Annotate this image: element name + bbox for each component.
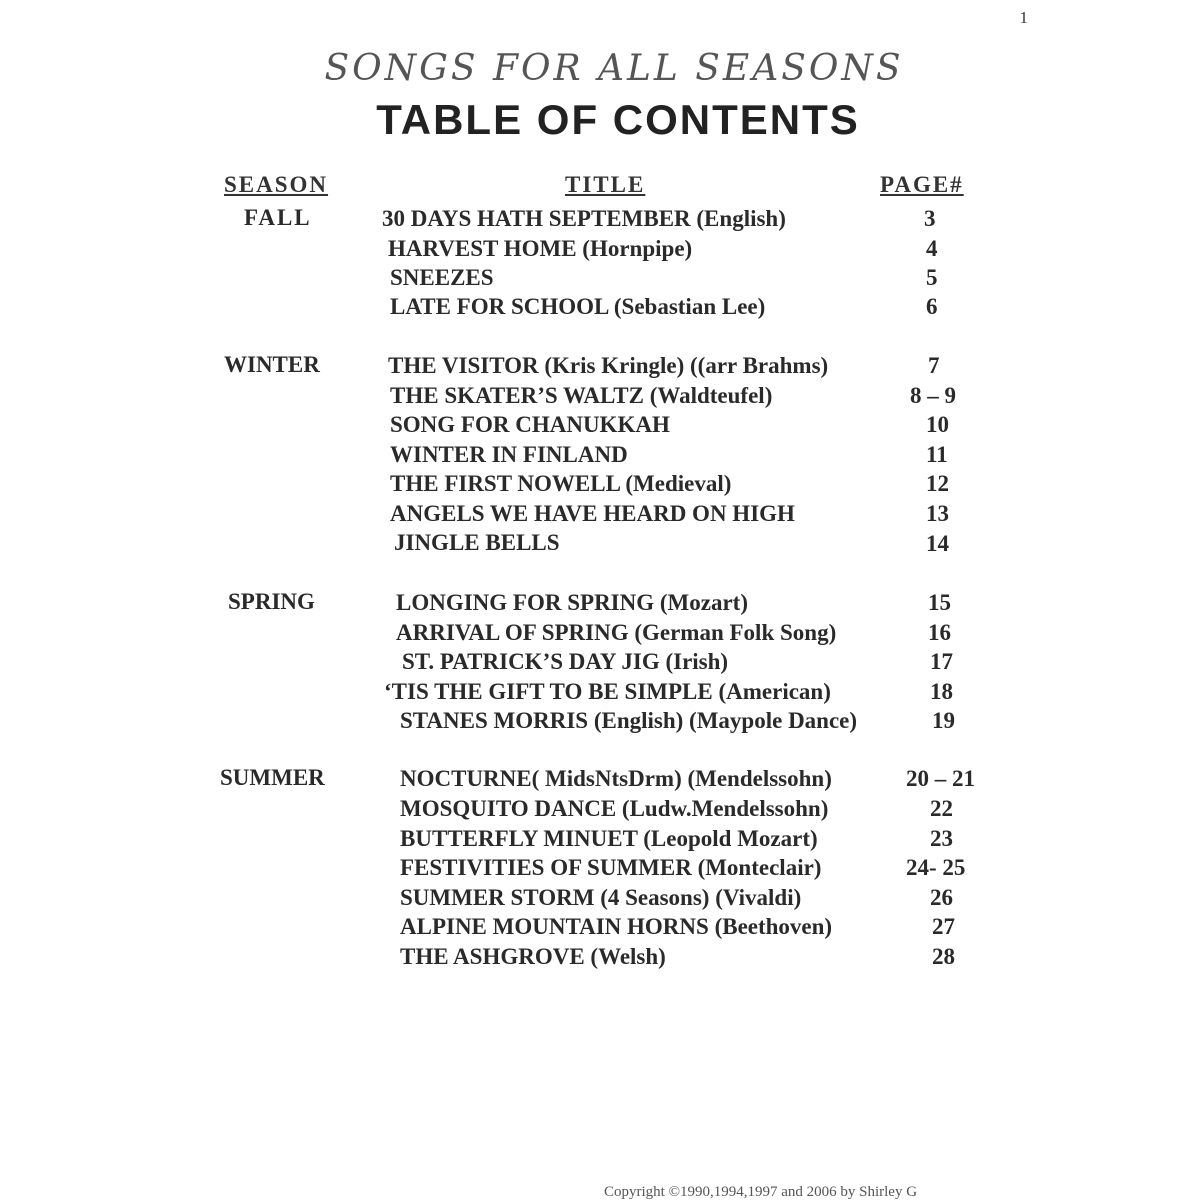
toc-entry-title: SONG FOR CHANUKKAH	[390, 412, 670, 437]
toc-entry-title: 30 DAYS HATH SEPTEMBER (English)	[382, 206, 786, 231]
page-column-header: PAGE#	[880, 172, 964, 197]
toc-entry-page: 12	[926, 471, 949, 496]
toc-entry-title: STANES MORRIS (English) (Maypole Dance)	[400, 708, 858, 733]
toc-entry-page: 4	[926, 236, 938, 261]
toc-entry-title: FESTIVITIES OF SUMMER (Monteclair)	[400, 855, 822, 880]
toc-entry-page: 23	[930, 826, 953, 851]
toc-entry-title: ARRIVAL OF SPRING (German Folk Song)	[396, 620, 837, 645]
toc-entry-page: 26	[930, 885, 953, 910]
toc-entry-title: SNEEZES	[390, 265, 494, 290]
copyright-notice: Copyright ©1990,1994,1997 and 2006 by Shirley G	[604, 1184, 918, 1200]
toc-entry-title: THE ASHGROVE (Welsh)	[400, 944, 666, 969]
toc-entry-page: 18	[930, 679, 953, 704]
season-label-spring: SPRING	[228, 589, 315, 614]
toc-entry-page: 8 – 9	[910, 383, 956, 408]
season-label-winter: WINTER	[224, 352, 320, 377]
toc-entry-page: 6	[926, 294, 938, 319]
toc-entry-page: 16	[928, 620, 951, 645]
toc-entry-page: 5	[926, 265, 938, 290]
toc-entry-page: 20 – 21	[906, 766, 975, 791]
page-number: 1	[1019, 8, 1028, 27]
toc-entry-page: 14	[926, 531, 949, 556]
toc-entry-title: HARVEST HOME (Hornpipe)	[388, 236, 693, 261]
toc-entry-page: 24- 25	[906, 855, 966, 880]
toc-entry-title: ALPINE MOUNTAIN HORNS (Beethoven)	[400, 914, 833, 939]
toc-entry-title: WINTER IN FINLAND	[390, 442, 628, 467]
season-column-header: SEASON	[224, 172, 329, 197]
toc-entry-page: 10	[926, 412, 949, 437]
toc-entry-title: SUMMER STORM (4 Seasons) (Vivaldi)	[400, 885, 802, 910]
toc-entry-title: BUTTERFLY MINUET (Leopold Mozart)	[400, 826, 818, 851]
toc-entry-title: LATE FOR SCHOOL (Sebastian Lee)	[390, 294, 766, 319]
season-label-summer: SUMMER	[220, 765, 325, 790]
toc-entry-title: MOSQUITO DANCE (Ludw.Mendelssohn)	[400, 796, 829, 821]
book-title: SONGS FOR ALL SEASONS	[324, 48, 904, 89]
toc-entry-page: 27	[932, 914, 955, 939]
toc-entry-title: ANGELS WE HAVE HEARD ON HIGH	[390, 501, 795, 526]
toc-entry-title: THE FIRST NOWELL (Medieval)	[390, 471, 732, 496]
toc-entry-title: THE VISITOR (Kris Kringle) ((arr Brahms)	[388, 353, 829, 378]
toc-entry-page: 22	[930, 796, 953, 821]
toc-entry-page: 13	[926, 501, 949, 526]
toc-entry-title: ‘TIS THE GIFT TO BE SIMPLE (American)	[384, 679, 831, 704]
toc-entry-title: THE SKATER’S WALTZ (Waldteufel)	[390, 383, 773, 408]
toc-entry-page: 28	[932, 944, 955, 969]
toc-entry-page: 17	[930, 649, 953, 674]
season-label-fall: FALL	[244, 205, 312, 230]
toc-entry-title: ST. PATRICK’S DAY JIG (Irish)	[402, 649, 729, 674]
toc-entry-page: 11	[926, 442, 948, 467]
toc-heading: TABLE OF CONTENTS	[376, 96, 860, 143]
title-column-header: TITLE	[565, 172, 646, 197]
toc-entry-title: JINGLE BELLS	[394, 530, 560, 555]
toc-entry-page: 19	[932, 708, 955, 733]
toc-entry-title: NOCTURNE( MidsNtsDrm) (Mendelssohn)	[400, 766, 832, 791]
toc-entry-page: 3	[924, 206, 936, 231]
toc-entry-page: 15	[928, 590, 951, 615]
toc-entry-title: LONGING FOR SPRING (Mozart)	[396, 590, 748, 615]
toc-entry-page: 7	[928, 353, 940, 378]
